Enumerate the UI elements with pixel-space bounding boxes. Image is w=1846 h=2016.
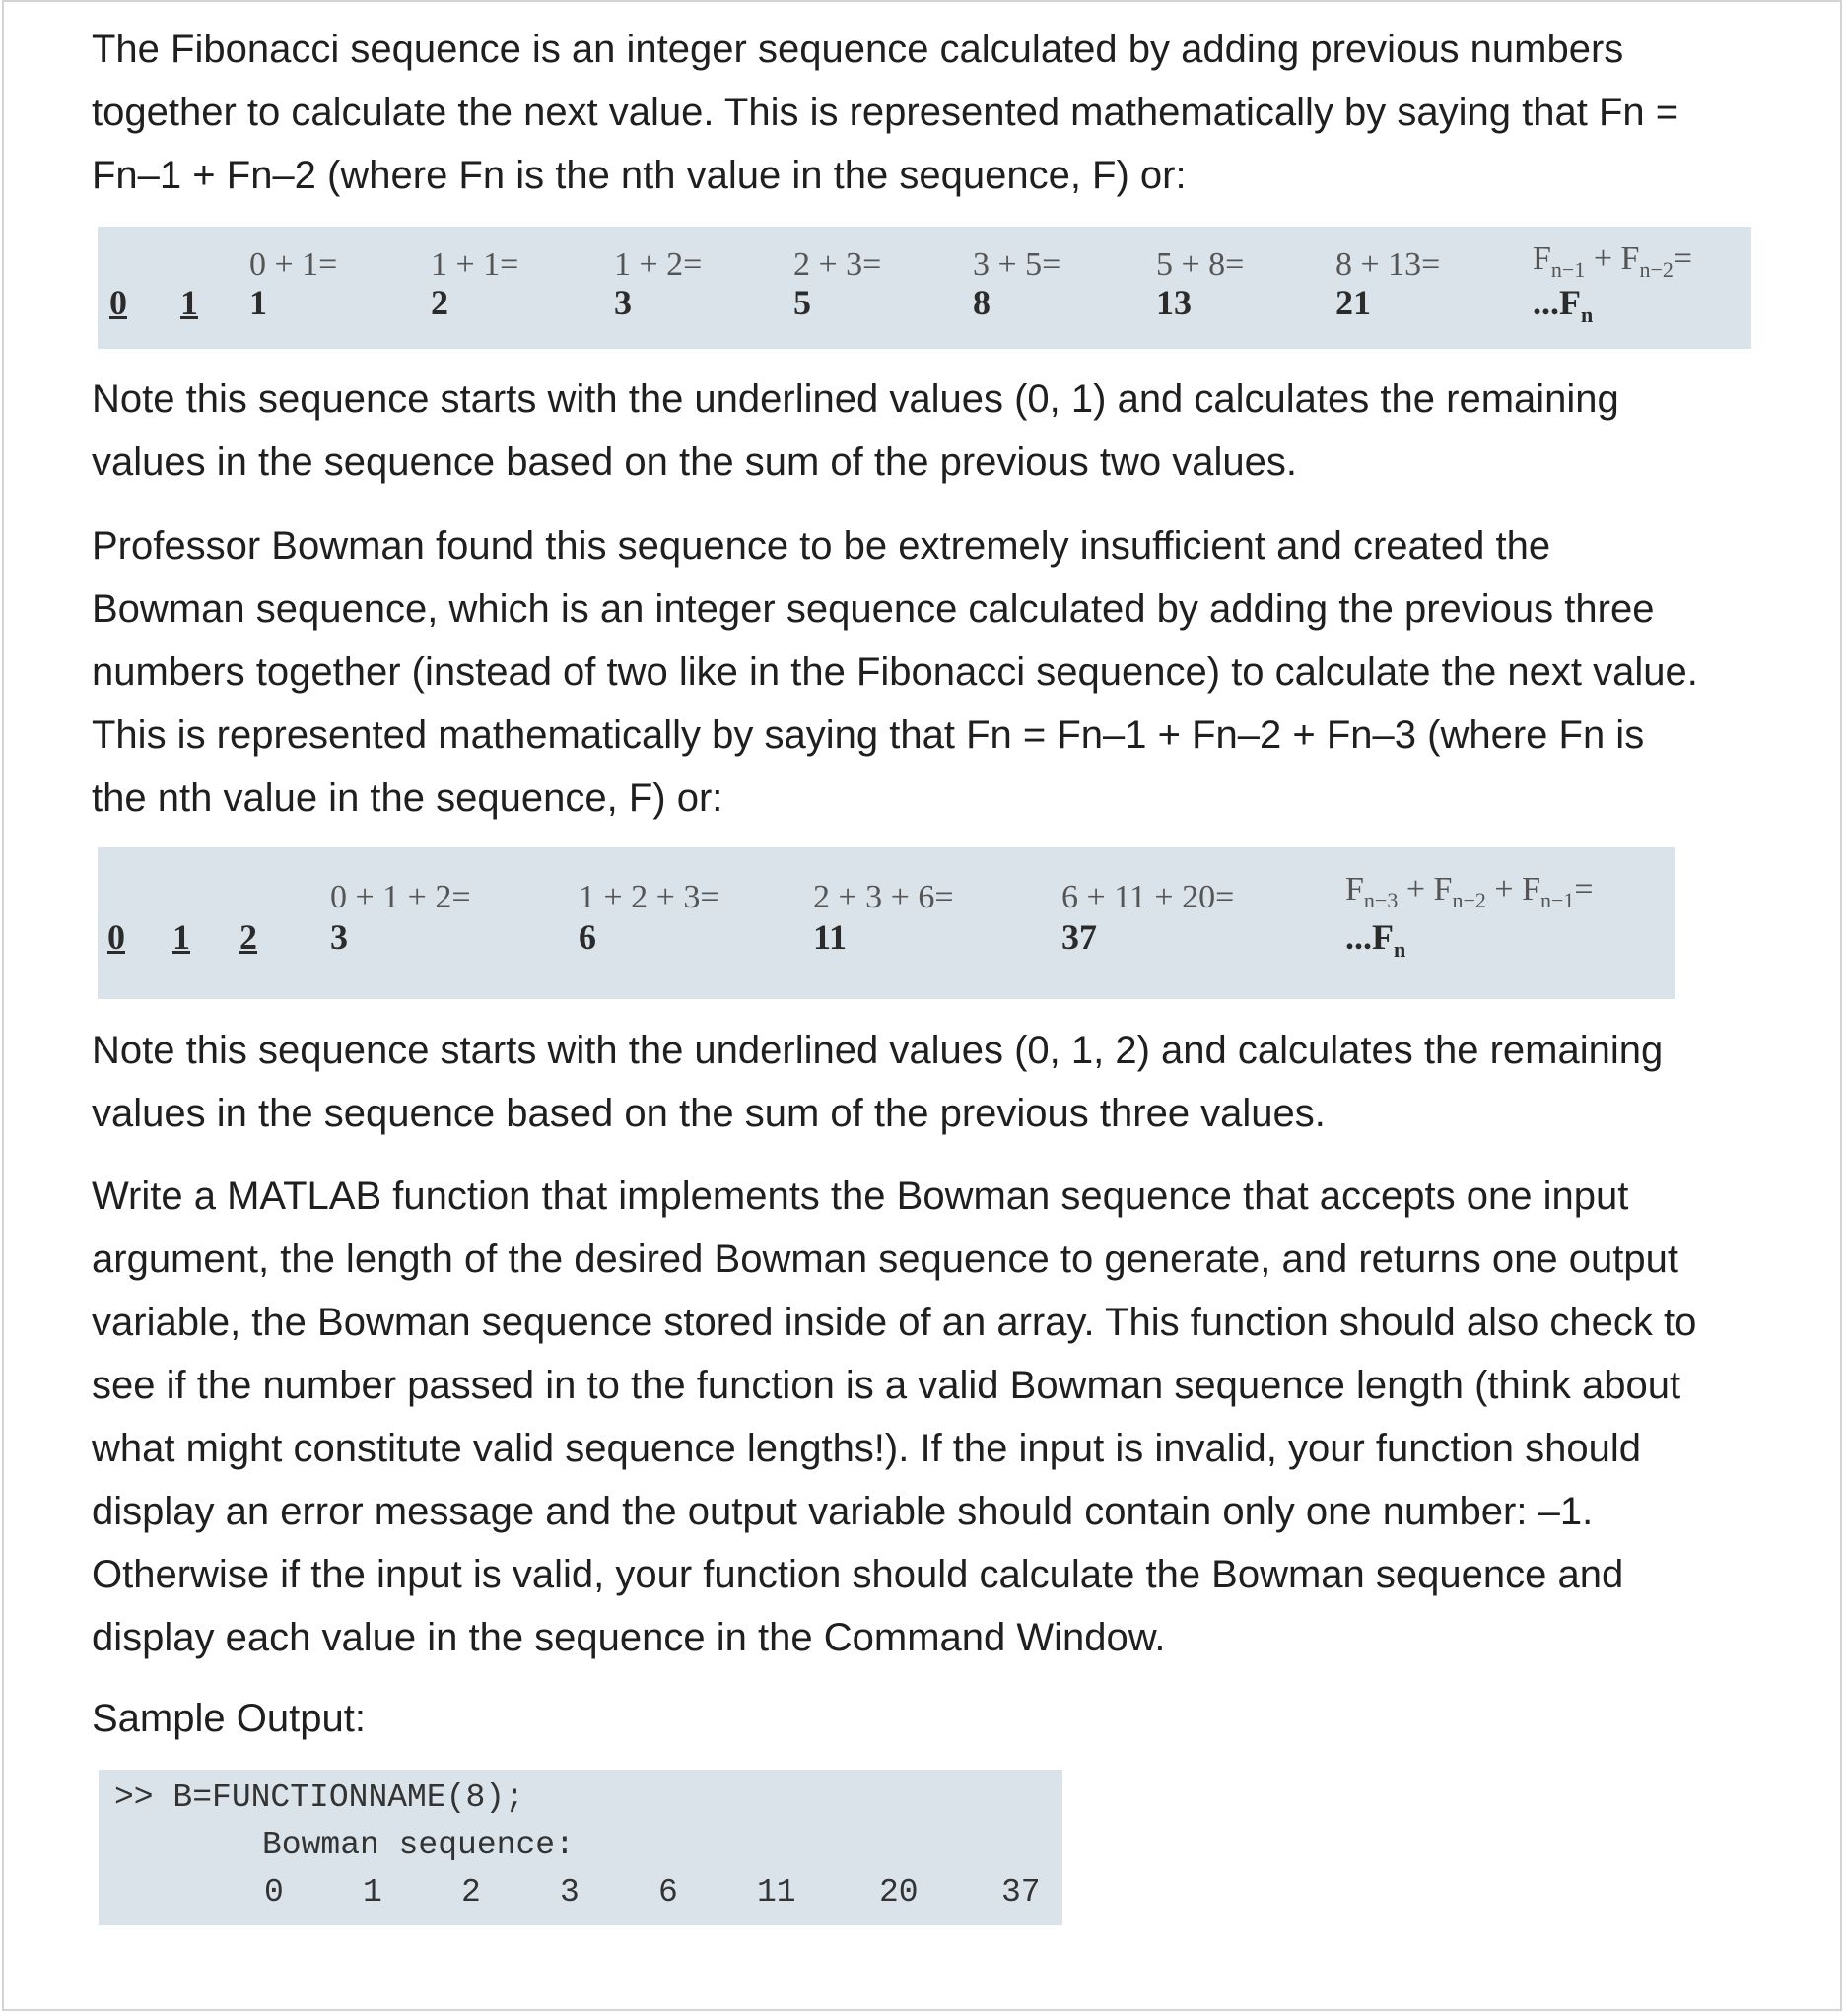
text-line: Fn–1 + Fn–2 (where Fn is the nth value in the sequence, F) or:: [92, 154, 1187, 197]
term-expression: 6 + 11 + 20=: [1061, 879, 1235, 915]
term-expression: 1 + 2 + 3=: [579, 879, 719, 915]
bowman-note-paragraph: [92, 1019, 1767, 1145]
text-line: display each value in the sequence in the Command Window.: [92, 1616, 1166, 1659]
term-result: 21: [1335, 283, 1371, 322]
subscript: n−1: [1539, 887, 1575, 912]
text-line: Otherwise if the input is valid, your function should calculate the Bowman sequence and: [92, 1553, 1624, 1596]
subscript: n−2: [1639, 256, 1674, 282]
text-line: Bowman sequence, which is an integer sequence calculated by adding the previous three: [92, 587, 1655, 631]
text-line: variable, the Bowman sequence stored inside of an array. This function should also check to: [92, 1301, 1697, 1344]
sequence-value: 3: [560, 1874, 580, 1911]
symbol: ...F: [1345, 917, 1394, 957]
symbol: F: [1522, 871, 1540, 907]
term-expression: 0 + 1=: [249, 246, 338, 283]
sequence-header: Bowman sequence:: [262, 1827, 575, 1863]
sample-output-label: Sample Output:: [92, 1697, 366, 1740]
bowman-intro-paragraph: [92, 514, 1767, 830]
subscript: n: [1581, 302, 1594, 328]
fibonacci-note-paragraph: [92, 368, 1767, 494]
text-line: see if the number passed in to the function is a valid Bowman sequence length (think about: [92, 1364, 1681, 1407]
term-result: 3: [614, 283, 632, 322]
text-line: the nth value in the sequence, F) or:: [92, 776, 723, 820]
sequence-value: 37: [1001, 1874, 1041, 1911]
operator: +: [1585, 240, 1621, 277]
term-result: 6: [579, 917, 596, 957]
term-result: 1: [249, 283, 267, 322]
text-line: together to calculate the next value. This is represented mathematically by saying that Fn =: [92, 91, 1679, 134]
text-line: Note this sequence starts with the underlined values (0, 1, 2) and calculates the remaining: [92, 1029, 1664, 1072]
text-line: The Fibonacci sequence is an integer sequence calculated by adding previous numbers: [92, 28, 1624, 71]
general-term-expression: [1345, 871, 1594, 913]
text-line: Write a MATLAB function that implements the Bowman sequence that accepts one input: [92, 1175, 1629, 1218]
seed-value: 0: [107, 917, 125, 957]
term-expression: 3 + 5=: [973, 246, 1061, 283]
general-term-expression: [1533, 240, 1692, 283]
general-term-result: [1533, 282, 1593, 328]
symbol: F: [1345, 871, 1364, 907]
sequence-value: 1: [363, 1874, 382, 1911]
text-line: values in the sequence based on the sum of the previous two values.: [92, 440, 1297, 484]
term-result: 3: [330, 917, 348, 957]
assignment-paragraph: [92, 1165, 1767, 1669]
term-result: 11: [813, 917, 848, 957]
content-frame: [2, 0, 1842, 2011]
sequence-value: 20: [879, 1874, 919, 1911]
term-expression: 2 + 3=: [793, 246, 882, 283]
operator: =: [1574, 871, 1594, 907]
text-line: what might constitute valid sequence lengths!). If the input is invalid, your function should: [92, 1427, 1642, 1470]
text-line: values in the sequence based on the sum of the previous three values.: [92, 1092, 1326, 1135]
term-expression: 2 + 3 + 6=: [813, 879, 954, 915]
symbol: F: [1620, 240, 1640, 277]
bowman-example-box: [98, 847, 1675, 999]
operator: +: [1398, 871, 1434, 907]
term-result: 2: [431, 283, 448, 322]
symbol: F: [1433, 871, 1453, 907]
subscript: n: [1394, 937, 1406, 963]
sequence-value: 11: [757, 1874, 796, 1911]
term-result: 37: [1061, 917, 1097, 957]
seed-value: 0: [109, 283, 127, 322]
term-result: 8: [973, 283, 991, 322]
fibonacci-example-box: [98, 227, 1751, 349]
text-line: This is represented mathematically by saying that Fn = Fn–1 + Fn–2 + Fn–3 (where Fn is: [92, 713, 1645, 757]
sequence-value: 0: [264, 1874, 284, 1911]
general-term-result: [1345, 916, 1405, 963]
sequence-value: 2: [461, 1874, 481, 1911]
sequence-value: 6: [658, 1874, 678, 1911]
text-line: display an error message and the output variable should contain only one number: –1.: [92, 1490, 1594, 1533]
symbol: F: [1533, 240, 1551, 277]
text-line: numbers together (instead of two like in the Fibonacci sequence) to calculate the next value.: [92, 650, 1698, 694]
fibonacci-intro-paragraph: [92, 18, 1767, 207]
term-expression: 1 + 1=: [431, 246, 519, 283]
term-expression: 5 + 8=: [1156, 246, 1245, 283]
text-line: argument, the length of the desired Bowman sequence to generate, and returns one output: [92, 1238, 1678, 1281]
subscript: n−1: [1550, 256, 1586, 282]
term-result: 13: [1156, 283, 1192, 322]
seed-value: 2: [239, 917, 257, 957]
term-expression: 0 + 1 + 2=: [330, 879, 471, 915]
text-line: Note this sequence starts with the underlined values (0, 1) and calculates the remaining: [92, 377, 1619, 421]
term-expression: 8 + 13=: [1335, 246, 1441, 283]
symbol: ...F: [1533, 283, 1581, 322]
seed-value: 1: [172, 917, 190, 957]
seed-value: 1: [180, 283, 198, 322]
term-expression: 1 + 2=: [614, 246, 703, 283]
text-line: Professor Bowman found this sequence to be extremely insufficient and created the: [92, 524, 1551, 568]
operator: +: [1485, 871, 1523, 907]
command-prompt-line: >> B=FUNCTIONNAME(8);: [114, 1780, 524, 1816]
subscript: n−2: [1452, 887, 1486, 912]
subscript: n−3: [1363, 887, 1399, 912]
operator: =: [1673, 240, 1693, 277]
term-result: 5: [793, 283, 811, 322]
sample-output-box: [99, 1770, 1062, 1925]
